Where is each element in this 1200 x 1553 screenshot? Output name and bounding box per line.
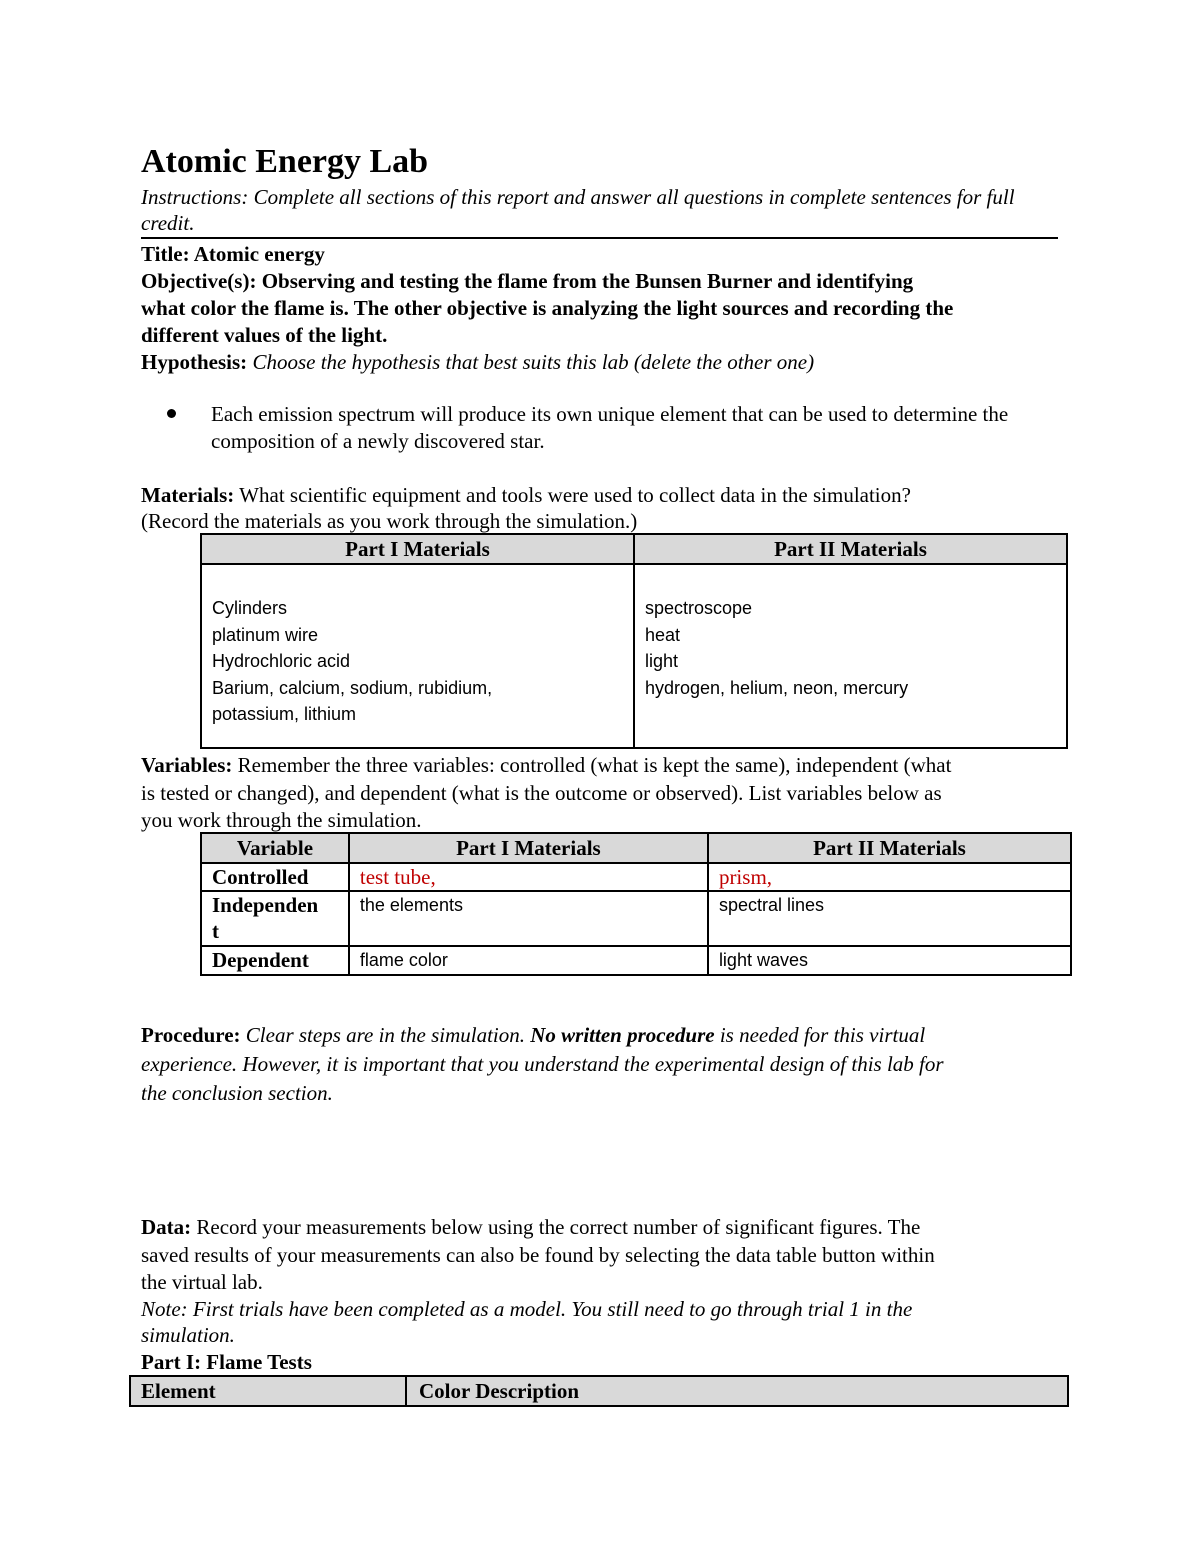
procedure-text-2: is needed for this virtual: [719, 1023, 926, 1047]
materials-label: Materials:: [141, 483, 235, 507]
data-note-1: Note: First trials have been completed as a model. You still need to go through trial 1 in the: [141, 1297, 913, 1321]
materials-part1-cell: [201, 564, 634, 748]
materials-part2-item: spectroscope: [644, 598, 753, 618]
materials-part1-item: Cylinders: [212, 598, 288, 618]
materials-part1-item: Hydrochloric acid: [212, 651, 351, 671]
objective-label: Objective(s):: [141, 269, 257, 293]
controlled-part2: prism,: [708, 863, 1071, 891]
materials-part1-item: platinum wire: [212, 624, 319, 645]
objective-line-3: different values of the light.: [141, 323, 388, 347]
data-line-1: [141, 1214, 920, 1240]
variables-line-3: you work through the simulation.: [141, 808, 422, 832]
data-text-1: Record your measurements below using the correct number of significant figures. The: [196, 1215, 921, 1239]
page-title: Atomic Energy Lab: [141, 143, 429, 180]
data-label: Data:: [141, 1215, 192, 1239]
variables-line-1: [141, 752, 951, 778]
dependent-part1: flame color: [349, 946, 708, 975]
dependent-part2: light waves: [708, 946, 1071, 975]
hypothesis-prompt: Choose the hypothesis that best suits this lab (delete the other one): [252, 350, 815, 374]
bullet-icon: [167, 409, 176, 418]
hypothesis-label: Hypothesis:: [141, 350, 248, 374]
variable-label: [201, 891, 349, 946]
part1-heading: Part I: Flame Tests: [141, 1350, 312, 1374]
independent-part2: spectral lines: [708, 891, 1071, 946]
table-row: [201, 946, 1071, 975]
objective-line-2: what color the flame is. The other objective is analyzing the light sources and recording the: [141, 296, 954, 320]
materials-text-1: What scientific equipment and tools were used to collect data in the simulation?: [239, 483, 911, 507]
title-line: [141, 241, 325, 267]
data-line-2: saved results of your measurements can also be found by selecting the data table button within: [141, 1243, 935, 1267]
variables-table: [200, 832, 1072, 976]
header-divider: [141, 237, 1058, 239]
objective-line-1: [141, 268, 913, 294]
variables-label: Variables:: [141, 753, 233, 777]
variable-label: Controlled: [201, 863, 349, 891]
variable-label-line-2: t: [212, 919, 219, 943]
variables-line-2: is tested or changed), and dependent (what is the outcome or observed). List variables below as: [141, 781, 942, 805]
materials-part2-item: light: [644, 651, 678, 671]
procedure-text-1: Clear steps are in the simulation.: [245, 1023, 525, 1047]
materials-part2-cell: [634, 564, 1067, 748]
hypothesis-bullet: Each emission spectrum will produce its own unique element that can be used to determine the composition of a newly discovered star.: [211, 402, 1009, 453]
controlled-part1: test tube,: [349, 863, 708, 891]
variable-label: Dependent: [201, 946, 349, 975]
table-row: [201, 863, 1071, 891]
procedure-bold: No written procedure: [530, 1023, 715, 1047]
materials-header-part1: Part I Materials: [201, 534, 634, 564]
independent-part1: the elements: [349, 891, 708, 946]
procedure-line-3: the conclusion section.: [141, 1081, 333, 1105]
materials-part1-item: Barium, calcium, sodium, rubidium,: [212, 677, 493, 698]
variables-header-part1: Part I Materials: [349, 833, 708, 863]
procedure-line-2: experience. However, it is important that you understand the experimental design of this lab for: [141, 1052, 944, 1076]
variable-label-line-1: Independen: [212, 893, 319, 917]
instructions: Instructions: Complete all sections of this report and answer all questions in complete sentences for full credit.: [141, 185, 1015, 235]
variables-header-part2: Part II Materials: [708, 833, 1071, 863]
objective-text-1: Observing and testing the flame from the Bunsen Burner and identifying: [261, 269, 914, 293]
flame-test-table: [129, 1375, 1069, 1407]
variables-text-1: Remember the three variables: controlled (what is kept the same), independent (what: [237, 753, 952, 777]
flame-header-color: Color Description: [406, 1376, 1068, 1406]
variables-header-variable: Variable: [201, 833, 349, 863]
hypothesis-line: [141, 349, 814, 375]
materials-part1-item: potassium, lithium: [212, 704, 357, 724]
materials-part2-item: hydrogen, helium, neon, mercury: [644, 677, 909, 698]
procedure-label: Procedure:: [141, 1023, 241, 1047]
materials-line-1: [141, 482, 911, 508]
title-label: Title:: [141, 242, 190, 266]
data-note-2: simulation.: [141, 1323, 235, 1347]
flame-header-element: Element: [130, 1376, 406, 1406]
procedure-line-1: [141, 1022, 925, 1048]
title-value: Atomic energy: [193, 242, 325, 266]
materials-part2-item: heat: [644, 624, 681, 645]
materials-header-part2: Part II Materials: [634, 534, 1067, 564]
materials-table: [200, 533, 1068, 749]
materials-line-2: (Record the materials as you work through the simulation.): [141, 509, 638, 533]
data-line-3: the virtual lab.: [141, 1270, 263, 1294]
table-row: [201, 891, 1071, 946]
